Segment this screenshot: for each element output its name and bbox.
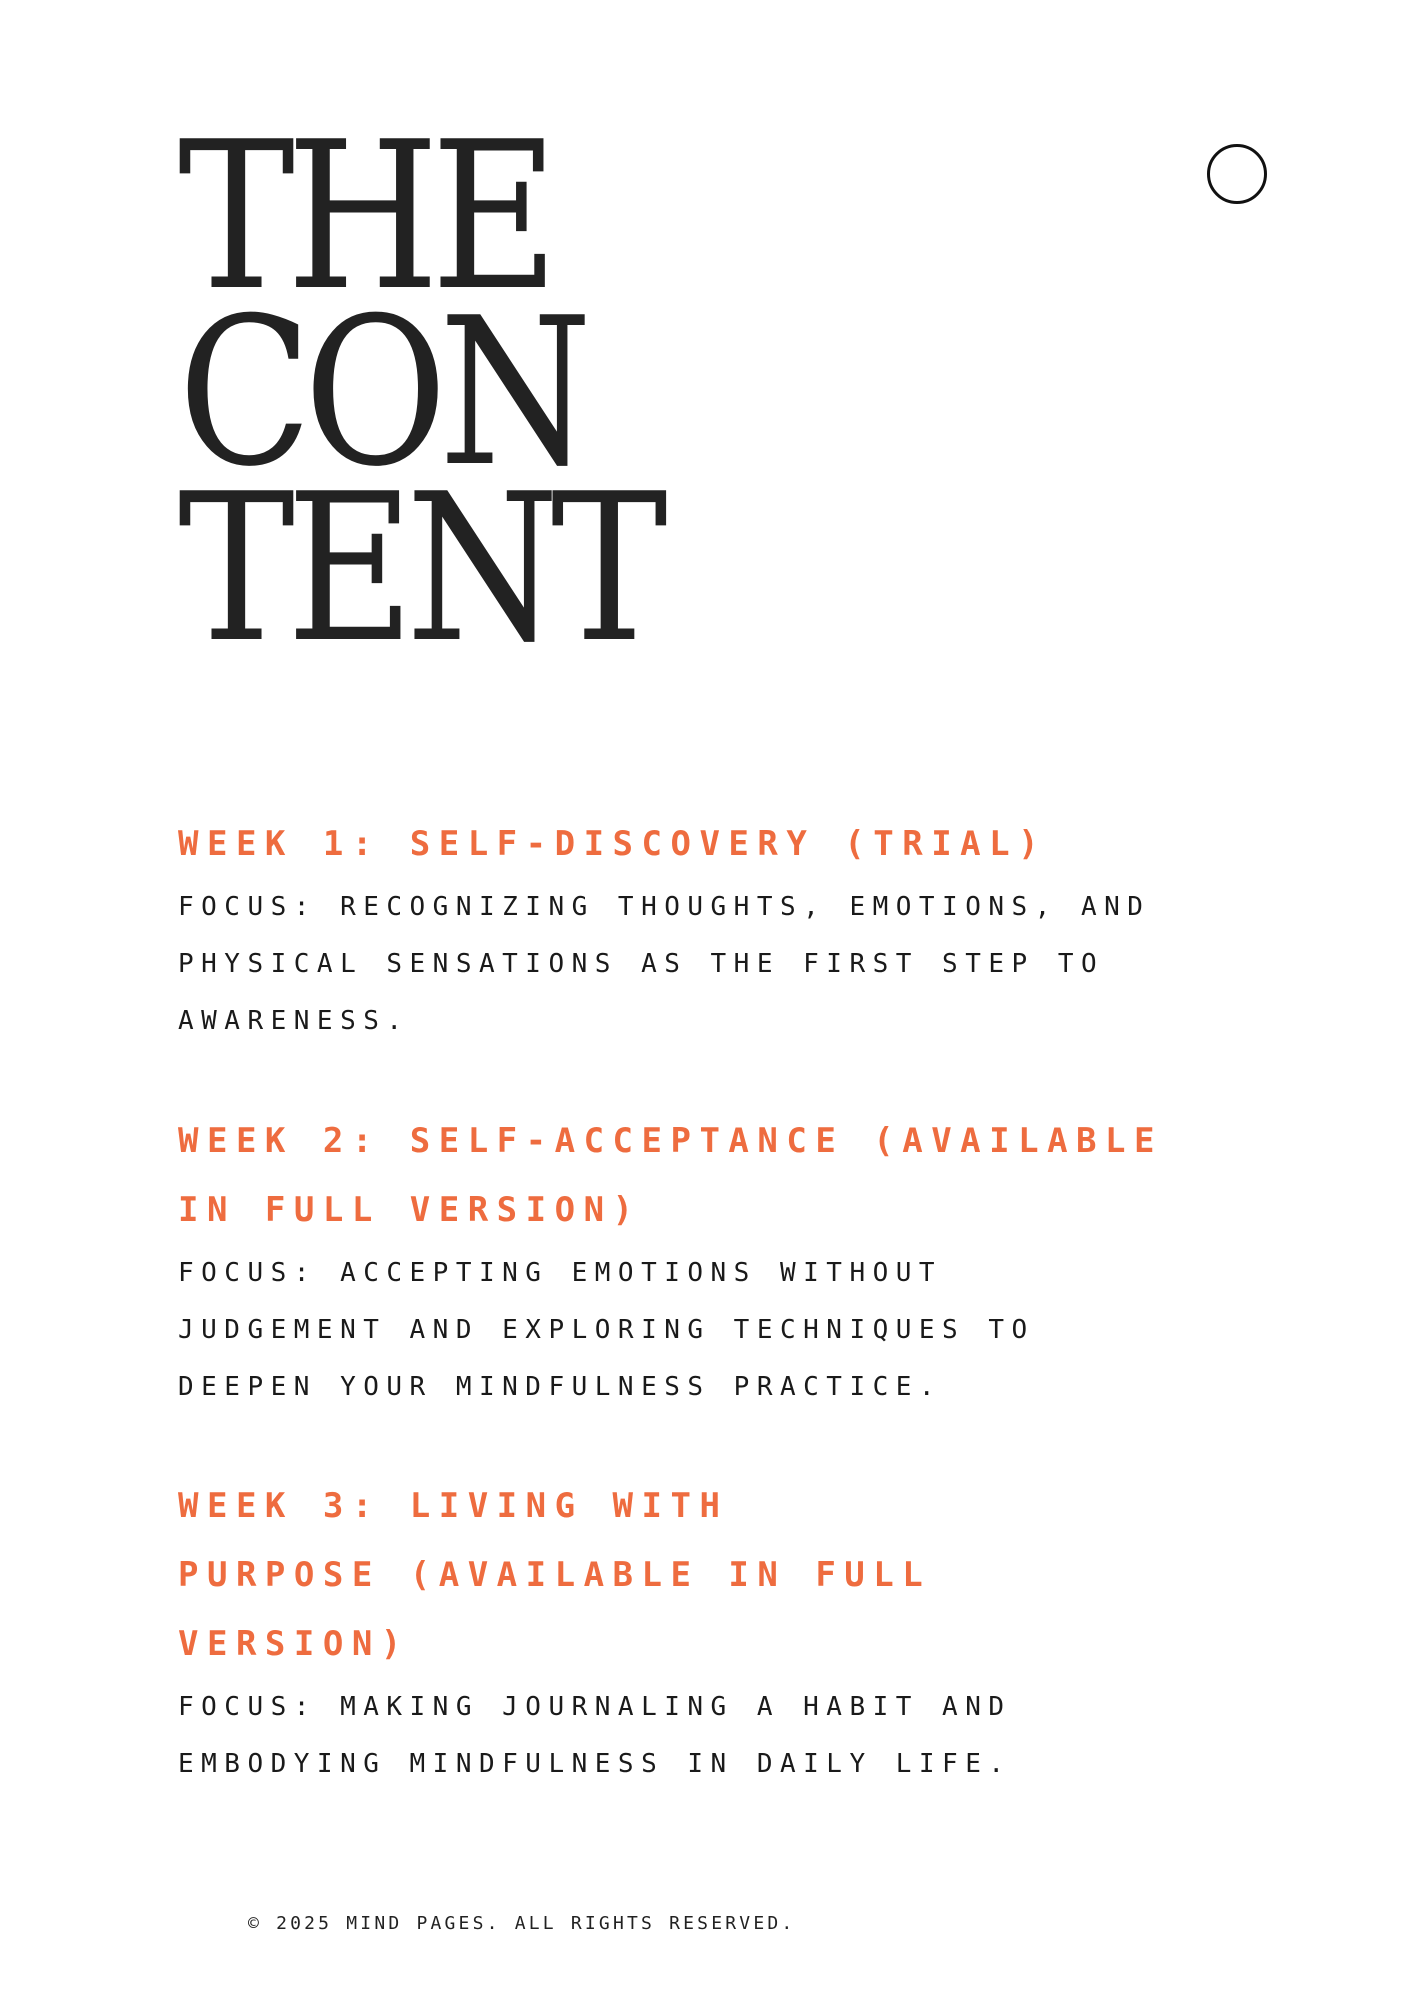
week-1-heading: WEEK 1: SELF-DISCOVERY (TRIAL) [178, 824, 1048, 864]
week-3-focus: FOCUS: MAKING JOURNALING A HABIT AND EMBODYING MINDFULNESS IN DAILY LIFE. [178, 1692, 1012, 1779]
week-3-heading: WEEK 3: LIVING WITH PURPOSE (AVAILABLE IN FULL VERSION) [178, 1486, 932, 1664]
week-1-section [178, 810, 1178, 1050]
week-2-section [178, 1107, 1178, 1416]
week-2-heading: WEEK 2: SELF-ACCEPTANCE (AVAILABLE IN FULL VERSION) [178, 1121, 1163, 1230]
page-title-line-2: CON [178, 275, 584, 512]
page-title [178, 99, 660, 688]
page-title-line-3: TENT [178, 451, 660, 688]
week-3-section [178, 1472, 1038, 1793]
circle-outline-icon [1207, 144, 1267, 204]
page-title-line-1: THE [178, 99, 551, 336]
week-1-focus: FOCUS: RECOGNIZING THOUGHTS, EMOTIONS, AND PHYSICAL SENSATIONS AS THE FIRST STEP TO AWARENESS. [178, 892, 1151, 1036]
copyright-footer: © 2025 MIND PAGES. ALL RIGHTS RESERVED. [248, 1913, 796, 1934]
week-2-focus: FOCUS: ACCEPTING EMOTIONS WITHOUT JUDGEMENT AND EXPLORING TECHNIQUES TO DEEPEN YOUR MINDFULNESS PRACTICE. [178, 1258, 1035, 1402]
